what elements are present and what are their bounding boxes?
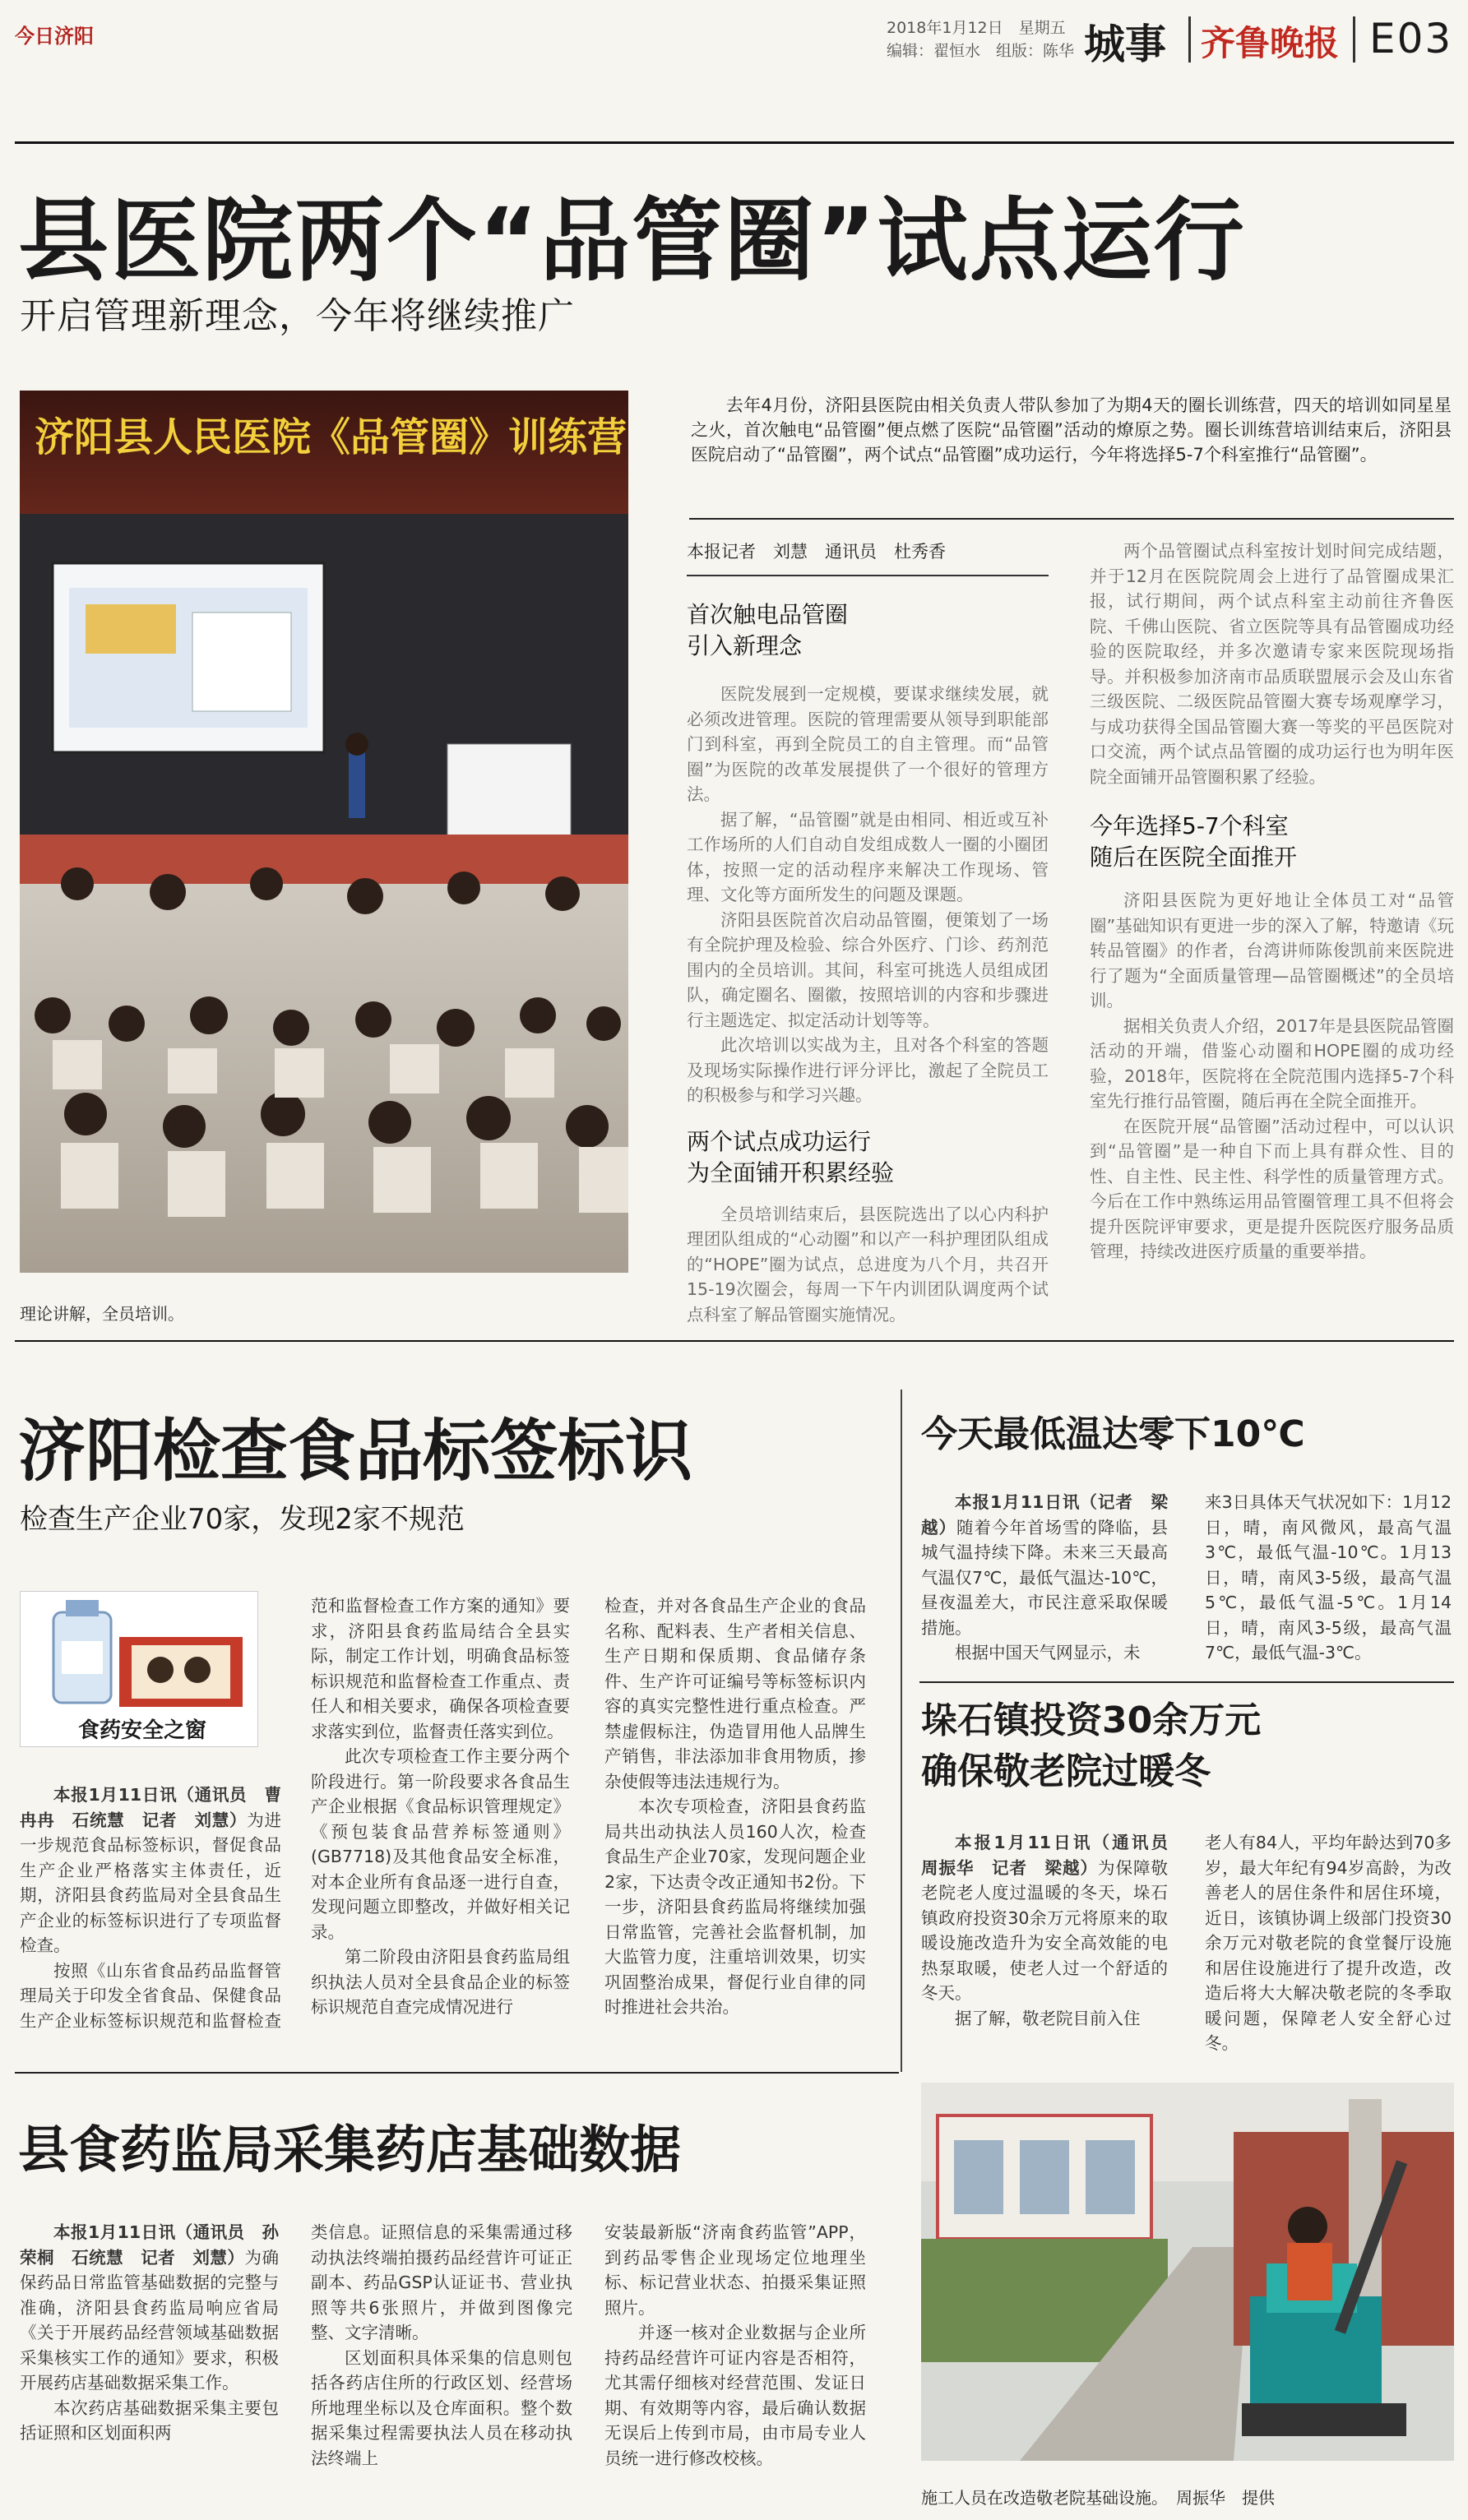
- paragraph: 济阳县医院为更好地让全体员工对“品管圈”基础知识有更进一步的深入了解，特邀请《玩转品管圈》的作者，台湾讲师陈俊凯前来医院进行了题为“全面质量管理—品管圈概述”的全员培训。: [1090, 890, 1454, 1010]
- story1-headline: 县医院两个“品管圈”试点运行: [18, 188, 1246, 294]
- section-heading: 两个试点成功运行 为全面铺开积累经验: [687, 1127, 895, 1186]
- paragraph: 在医院开展“品管圈”活动过程中，可以认识到“品管圈”是一种自下而上具有群众性、目的性、自主性、民主性、科学性的质量管理方式。今后在工作中熟练运用品管圈管理工具不但将会提升医院评审要求，更是提升医院医疗服务品质管理，持续改进医疗质量的重要举措。: [1090, 1116, 1454, 1261]
- story5-headline: 县食药监局采集药店基础数据: [18, 2120, 682, 2180]
- paragraph: 第二阶段由济阳县食药监局组织执法人员对全县食品企业的标签标识规范自查完成情况进行: [311, 1947, 570, 2017]
- paragraph: 医院发展到一定规模，要谋求继续发展，就必须改进管理。医院的管理需要从领导到职能部门到科室，再到全院员工的自主管理。而“品管圈”为医院的改革发展提供了一个很好的管理方法。: [687, 684, 1049, 804]
- paragraph: 来3日具体天气状况如下：1月12日，晴，南风微风，最高气温3℃，最低气温-10℃。1月13日，晴，南风3-5级，最高气温5℃，最低气温-5℃。1月14日，晴，南风3-5级，最高气温7℃，最低气温-3℃。: [1205, 1492, 1452, 1662]
- paragraph: 范和监督检查工作方案的通知》要求，济阳县食药监局结合全县实际，制定工作计划，明确食品标签标识规范和监督检查工作重点、责任人和相关要求，确保各项检查要求落实到位，监督责任落实到位。: [311, 1596, 570, 1741]
- column-divider: [901, 1389, 902, 2072]
- story1-subheadline: 开启管理新理念，今年将继续推广: [20, 295, 575, 337]
- paragraph: 据了解，敬老院目前入住: [955, 2008, 1141, 2028]
- header-rule: [15, 141, 1454, 144]
- paragraph: 两个品管圈试点科室按计划时间完成结题，并于12月在医院院周会上进行了品管圈成果汇报，试行期间，两个试点科室主动前往齐鲁医院、千佛山医院、省立医院等具有品管圈成功经验的医院取经，并多次邀请专家来医院现场指导。并积极参加济南市品质联盟展示会及山东省三级医院、二级医院品管圈大赛专场观摩学习，与成功获得全国品管圈大赛一等奖的平邑医院对口交流，两个试点品管圈的成功运行也为明年医院全面铺开品管圈积累了经验。: [1090, 541, 1454, 787]
- paragraph: 据相关负责人介绍，2017年是县医院品管圈活动的开端，借鉴心动圈和HOPE圈的成功经验，2018年，医院将在全院范围内选择5-7个科室先行推行品管圈，随后再在全院全面推开。: [1090, 1015, 1454, 1111]
- dateline-text: 本报1月11日讯（通讯员 周振华 记者 梁越）: [921, 1833, 1185, 1878]
- paragraph: 检查，并对各食品生产企业的食品名称、配料表、生产者相关信息、生产日期和保质期、食品储存条件、生产许可证编号等标签标识内容的真实完整性进行重点检查。严禁虚假标注，伪造冒用他人品牌生产销售，非法添加非食用物质，掺杂使假等违法违规行为。: [604, 1596, 866, 1792]
- header-divider: [1188, 16, 1191, 62]
- paragraph-text: 为确保药品日常监管基础数据的完整与准确，济阳县食药监局响应省局《关于开展药品经营领域基础数据采集核实工作的通知》要求，积极开展药店基础数据采集工作。: [20, 2247, 280, 2393]
- story3-headline: 今天最低温达零下10℃: [921, 1413, 1305, 1455]
- story2-headline: 济阳检查食品标签标识: [18, 1413, 693, 1491]
- section-rule: [919, 1681, 1454, 1683]
- story2-col3: [604, 1593, 866, 2020]
- story2-col1: [20, 1782, 281, 2034]
- story2-col2: [311, 1593, 570, 2020]
- story2-subheadline: 检查生产企业70家，发现2家不规范: [20, 1503, 465, 1536]
- issue-date: 2018年1月12日 星期五: [887, 19, 1066, 37]
- dateline: [20, 2220, 279, 2396]
- section-title: 城事: [1084, 21, 1166, 68]
- paragraph-text: 随着今年首场雪的降临，县城气温持续下降。未来三天最高气温仅7℃，最低气温达-10℃，昼夜温差大，市民注意采取保暖措施。: [921, 1517, 1168, 1638]
- story5-col3: [604, 2220, 866, 2471]
- paragraph: 区划面积具体采集的信息则包括各药店住所的行政区划、经营场所地理坐标以及仓库面积。整个数据采集过程需要执法人员在移动执法终端上: [311, 2347, 572, 2468]
- lead-rule: [689, 518, 1454, 520]
- dateline: [921, 1490, 1168, 1640]
- header-divider: [1353, 16, 1355, 62]
- paragraph: 此次培训以实战为主，且对各个科室的答题及现场实际操作进行评分评比，激起了全院员工的积极参与和学习兴趣。: [687, 1035, 1049, 1105]
- region-label: 今日济阳: [15, 25, 94, 48]
- section-rule: [15, 2072, 899, 2074]
- story4-photo: [921, 2083, 1454, 2461]
- story5-col1: [20, 2220, 279, 2446]
- paragraph: 此次专项检查工作主要分两个阶段进行。第一阶段要求各食品生产企业根据《食品标识管理规定》《预包装食品营养标签通则》(GB7718)及其他食品安全标准，对本企业所有食品逐一进行自查，发现问题立即整改，并做好相关记录。: [311, 1746, 570, 1942]
- dateline-text: 本报1月11日讯（记者 梁越）: [921, 1492, 1168, 1537]
- column-logo-text: 食药安全之窗: [78, 1718, 207, 1743]
- paragraph: 老人有84人，平均年龄达到70多岁，最大年纪有94岁高龄，为改善老人的居住条件和居住环境，近日，该镇协调上级部门投资30余万元对敬老院的食堂餐厅设施和居住设施进行了提升改造，改造后将大大解决敬老院的冬季取暖问题，保障老人安全舒心过冬。: [1205, 1833, 1452, 2053]
- page-number: E03: [1369, 15, 1453, 62]
- story4-col1: [921, 1830, 1185, 2031]
- paragraph: 安装最新版“济南食药监管”APP，到药品零售企业现场定位地理坐标、标记营业状态、拍摄采集证照照片。: [604, 2222, 866, 2318]
- paragraph-text: 为进一步规范食品标签标识，督促食品生产企业严格落实主体责任，近期，济阳县食药监局对全县食品生产企业的标签标识进行了专项监督检查。: [20, 1810, 281, 1955]
- story1-col1: [687, 539, 1049, 1327]
- dateline: [20, 1782, 281, 1958]
- story1-col2: [1090, 539, 1454, 1265]
- story1-photo-caption: 理论讲解，全员培训。: [20, 1304, 184, 1324]
- dateline-text: 本报1月11日讯（通讯员 孙荣桐 石统慧 记者 刘慧）: [20, 2222, 279, 2268]
- newspaper-logo: 齐鲁晚报: [1201, 23, 1340, 63]
- photo-banner-text: 济阳县人民医院《品管圈》训练营: [35, 414, 627, 460]
- issue-editors: 编辑：翟恒水 组版：陈华: [887, 42, 1075, 60]
- food-safety-icon: [21, 1592, 259, 1715]
- story4-headline: 垛石镇投资30余万元 确保敬老院过暖冬: [921, 1699, 1262, 1792]
- paragraph: 并逐一核对企业数据与企业所持药品经营许可证内容是否相符，尤其需仔细核对经营范围、发证日期、有效期等内容，最后确认数据无误后上传到市局，由市局专业人员统一进行修改校核。: [604, 2323, 866, 2468]
- paragraph: 济阳县医院首次启动品管圈，便策划了一场有全院护理及检验、综合外医疗、门诊、药剂范围内的全员培训。其间，科室可挑选人员组成团队，确定圈名、圈徽，按照培训的内容和步骤进行主题选定、拟定活动计划等等。: [687, 909, 1049, 1030]
- paragraph: 类信息。证照信息的采集需通过移动执法终端拍摄药品经营许可证正副本、药品GSP认证证书、营业执照等共6张照片，并做到图像完整、文字清晰。: [311, 2222, 572, 2342]
- paragraph: 按照《山东省食品药品监督管理局关于印发全省食品、保健食品生产企业标签标识规范和监督检查: [20, 1960, 281, 2031]
- paragraph: 本次药店基础数据采集主要包括证照和区划面积两: [20, 2397, 279, 2443]
- story4-col2: [1205, 1830, 1452, 2056]
- training-scene-image: [20, 391, 628, 1273]
- story3-col2: [1205, 1490, 1452, 1666]
- paragraph: 本次专项检查，济阳县食药监局共出动执法人员160人次，检查食品生产企业70家，发现问题企业2家，下达责令改正通知书2份。下一步，济阳县食药监局将继续加强日常监管，完善社会监督机制，加大监管力度，注重培训效果，切实巩固整治成果，督促行业自律的同时推进社会共治。: [604, 1796, 866, 2017]
- section-rule: [15, 1340, 1454, 1342]
- food-safety-logo: [20, 1591, 258, 1747]
- dateline-text: 本报1月11日讯（通讯员 曹冉冉 石统慧 记者 刘慧）: [20, 1785, 281, 1830]
- story4-photo-caption: 施工人员在改造敬老院基础设施。 周振华 提供: [921, 2488, 1275, 2508]
- issue-info: [887, 16, 1084, 62]
- section-heading: 首次触电品管圈 引入新理念: [687, 601, 849, 659]
- paragraph-text: 为保障敬老院老人度过温暖的冬天，垛石镇政府投资30余万元将原来的取暖设施改造升为安全高效能的电热泵取暖，使老人过一个舒适的冬天。: [921, 1857, 1168, 2003]
- story1-photo: [20, 391, 628, 1273]
- paragraph: 根据中国天气网显示，未: [955, 1643, 1141, 1662]
- story5-col2: [311, 2220, 572, 2471]
- story1-byline: 本报记者 刘慧 通讯员 杜秀香: [687, 542, 946, 562]
- paragraph: 全员培训结束后，县医院选出了以心内科护理团队组成的“心动圈”和以产一科护理团队组成的“HOPE”圈为试点，总进度为八个月，共召开15-19次圈会，每周一下午内训团队调度两个试点科室了解品管圈实施情况。: [687, 1204, 1049, 1325]
- story1-lead: 去年4月份，济阳县医院由相关负责人带队参加了为期4天的圈长训练营，四天的培训如同星星之火，首次触电“品管圈”便点燃了医院“品管圈”活动的燎原之势。圈长训练营培训结束后，济阳县医院启动了“品管圈”，两个试点“品管圈”成功运行，今年将选择5-7个科室推行“品管圈”。: [691, 395, 1452, 465]
- byline-rule: [687, 575, 1049, 576]
- construction-scene-image: [921, 2083, 1454, 2461]
- paragraph: 据了解，“品管圈”就是由相同、相近或互补工作场所的人们自动自发组成数人一圈的小圈团体，按照一定的活动程序来解决工作现场、管理、文化等方面所发生的问题及课题。: [687, 809, 1049, 904]
- section-heading: 今年选择5-7个科室 随后在医院全面推开: [1090, 812, 1298, 871]
- dateline: [921, 1830, 1185, 2006]
- story3-col1: [921, 1490, 1168, 1666]
